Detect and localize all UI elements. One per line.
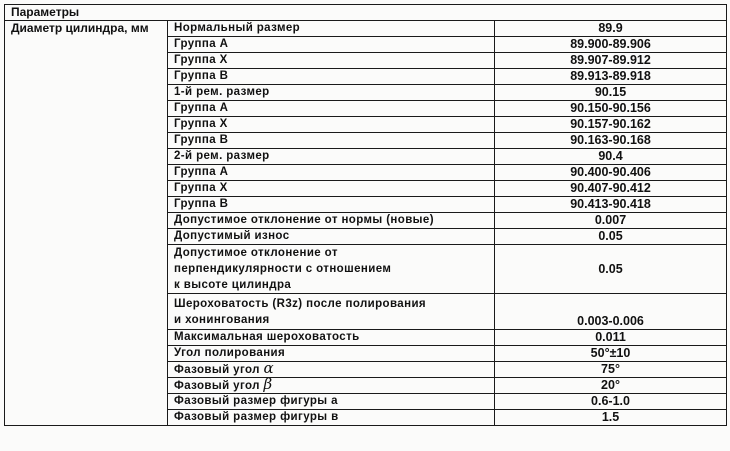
row-value: 89.9: [495, 21, 727, 37]
row-value: 90.163-90.168: [495, 133, 727, 149]
row-value: 1.5: [495, 410, 727, 426]
row-value: 0.6-1.0: [495, 394, 727, 410]
parameter-label: Диаметр цилиндра, мм: [5, 21, 168, 426]
row-name: Угол полирования: [168, 346, 495, 362]
table-header: Параметры: [5, 5, 727, 21]
table-header-row: [5, 5, 727, 21]
table-row: [5, 21, 727, 37]
row-value: 89.913-89.918: [495, 69, 727, 85]
row-value: 89.907-89.912: [495, 53, 727, 69]
row-name: Группа А: [168, 101, 495, 117]
row-name: Группа Х: [168, 117, 495, 133]
row-value: 90.407-90.412: [495, 181, 727, 197]
row-name: Фазовый размер фигуры в: [168, 410, 495, 426]
row-name: [168, 294, 495, 330]
row-name: Группа А: [168, 37, 495, 53]
row-name: Группа А: [168, 165, 495, 181]
row-value: 0.003-0.006: [495, 294, 727, 330]
row-name: Группа В: [168, 133, 495, 149]
row-value: 90.150-90.156: [495, 101, 727, 117]
row-name: Группа В: [168, 197, 495, 213]
row-value: 0.011: [495, 330, 727, 346]
row-value: 90.15: [495, 85, 727, 101]
row-name: 2-й рем. размер: [168, 149, 495, 165]
row-name: Группа Х: [168, 53, 495, 69]
row-name: [168, 245, 495, 294]
row-name-text: Фазовый угол: [174, 380, 260, 392]
row-value: 90.400-90.406: [495, 165, 727, 181]
row-value: 89.900-89.906: [495, 37, 727, 53]
row-name: [168, 378, 495, 394]
row-value: 0.05: [495, 229, 727, 245]
row-value: 20°: [495, 378, 727, 394]
row-name: Допустимый износ: [168, 229, 495, 245]
row-value: 90.157-90.162: [495, 117, 727, 133]
row-name: Нормальный размер: [168, 21, 495, 37]
beta-symbol: β: [263, 377, 273, 393]
row-name: Фазовый размер фигуры а: [168, 394, 495, 410]
specs-table: [4, 4, 727, 426]
row-name-line: перпендикулярности с отношением: [174, 263, 392, 275]
row-name-line: к высоте цилиндра: [174, 279, 292, 291]
row-value: 75°: [495, 362, 727, 378]
row-name-line: Шероховатость (R3z) после полирования: [174, 297, 427, 310]
row-value: 90.413-90.418: [495, 197, 727, 213]
row-name-text: Фазовый угол: [174, 364, 260, 376]
row-name-line: Допустимое отклонение от: [174, 247, 338, 259]
row-name-line: и хонингования: [174, 313, 270, 326]
alpha-symbol: α: [263, 361, 274, 377]
row-name: [168, 362, 495, 378]
row-value: 0.007: [495, 213, 727, 229]
row-value: 0.05: [495, 245, 727, 294]
row-name: Максимальная шероховатость: [168, 330, 495, 346]
row-name: 1-й рем. размер: [168, 85, 495, 101]
row-name: Допустимое отклонение от нормы (новые): [168, 213, 495, 229]
row-value: 50°±10: [495, 346, 727, 362]
row-name: Группа Х: [168, 181, 495, 197]
row-value: 90.4: [495, 149, 727, 165]
row-name: Группа В: [168, 69, 495, 85]
